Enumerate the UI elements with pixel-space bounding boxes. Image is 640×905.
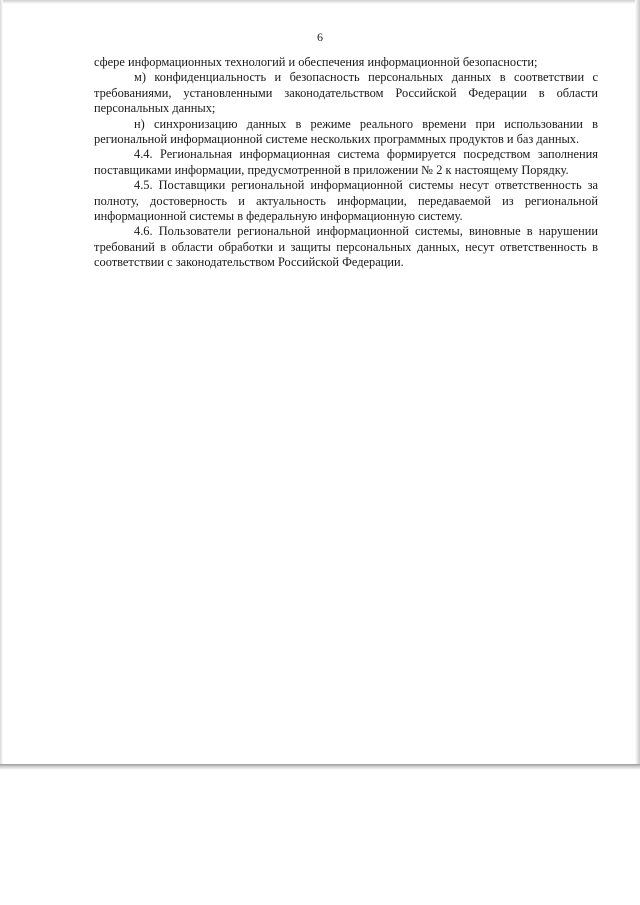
page-number: 6 bbox=[317, 30, 323, 44]
paragraph-continuation: сфере информационных технологий и обеспечения информационной безопасности; bbox=[94, 55, 538, 69]
paragraph-4-4: 4.4. Региональная информационная система формируется посредством заполнения поставщиками информации, предусмотренной в приложении № 2 к настоящему Порядку. bbox=[94, 147, 598, 177]
paragraph-item-m: м) конфиденциальность и безопасность персональных данных в соответствии с требованиями, установленными законодательством Российской Федерации в области персональных данных; bbox=[94, 70, 598, 116]
scan-edge-left bbox=[0, 0, 3, 768]
paragraph-4-6: 4.6. Пользователи региональной информационной системы, виновные в нарушении требований в области обработки и защиты персональных данных, несут ответственность в соответствии с законодательством Российской Федерации. bbox=[94, 224, 598, 270]
scan-edge-bottom bbox=[0, 764, 640, 770]
scan-edge-top bbox=[0, 0, 640, 4]
document-body bbox=[94, 55, 598, 271]
paragraph-item-n: н) синхронизацию данных в режиме реального времени при использовании в региональной информационной системе нескольких программных продуктов и баз данных. bbox=[94, 116, 598, 147]
paragraph-4-5: 4.5. Поставщики региональной информационной системы несут ответственность за полноту, достоверность и актуальность информации, передаваемой из региональной информационной системы в федеральную информационную систему. bbox=[94, 178, 598, 224]
scan-edge-right bbox=[635, 0, 640, 768]
